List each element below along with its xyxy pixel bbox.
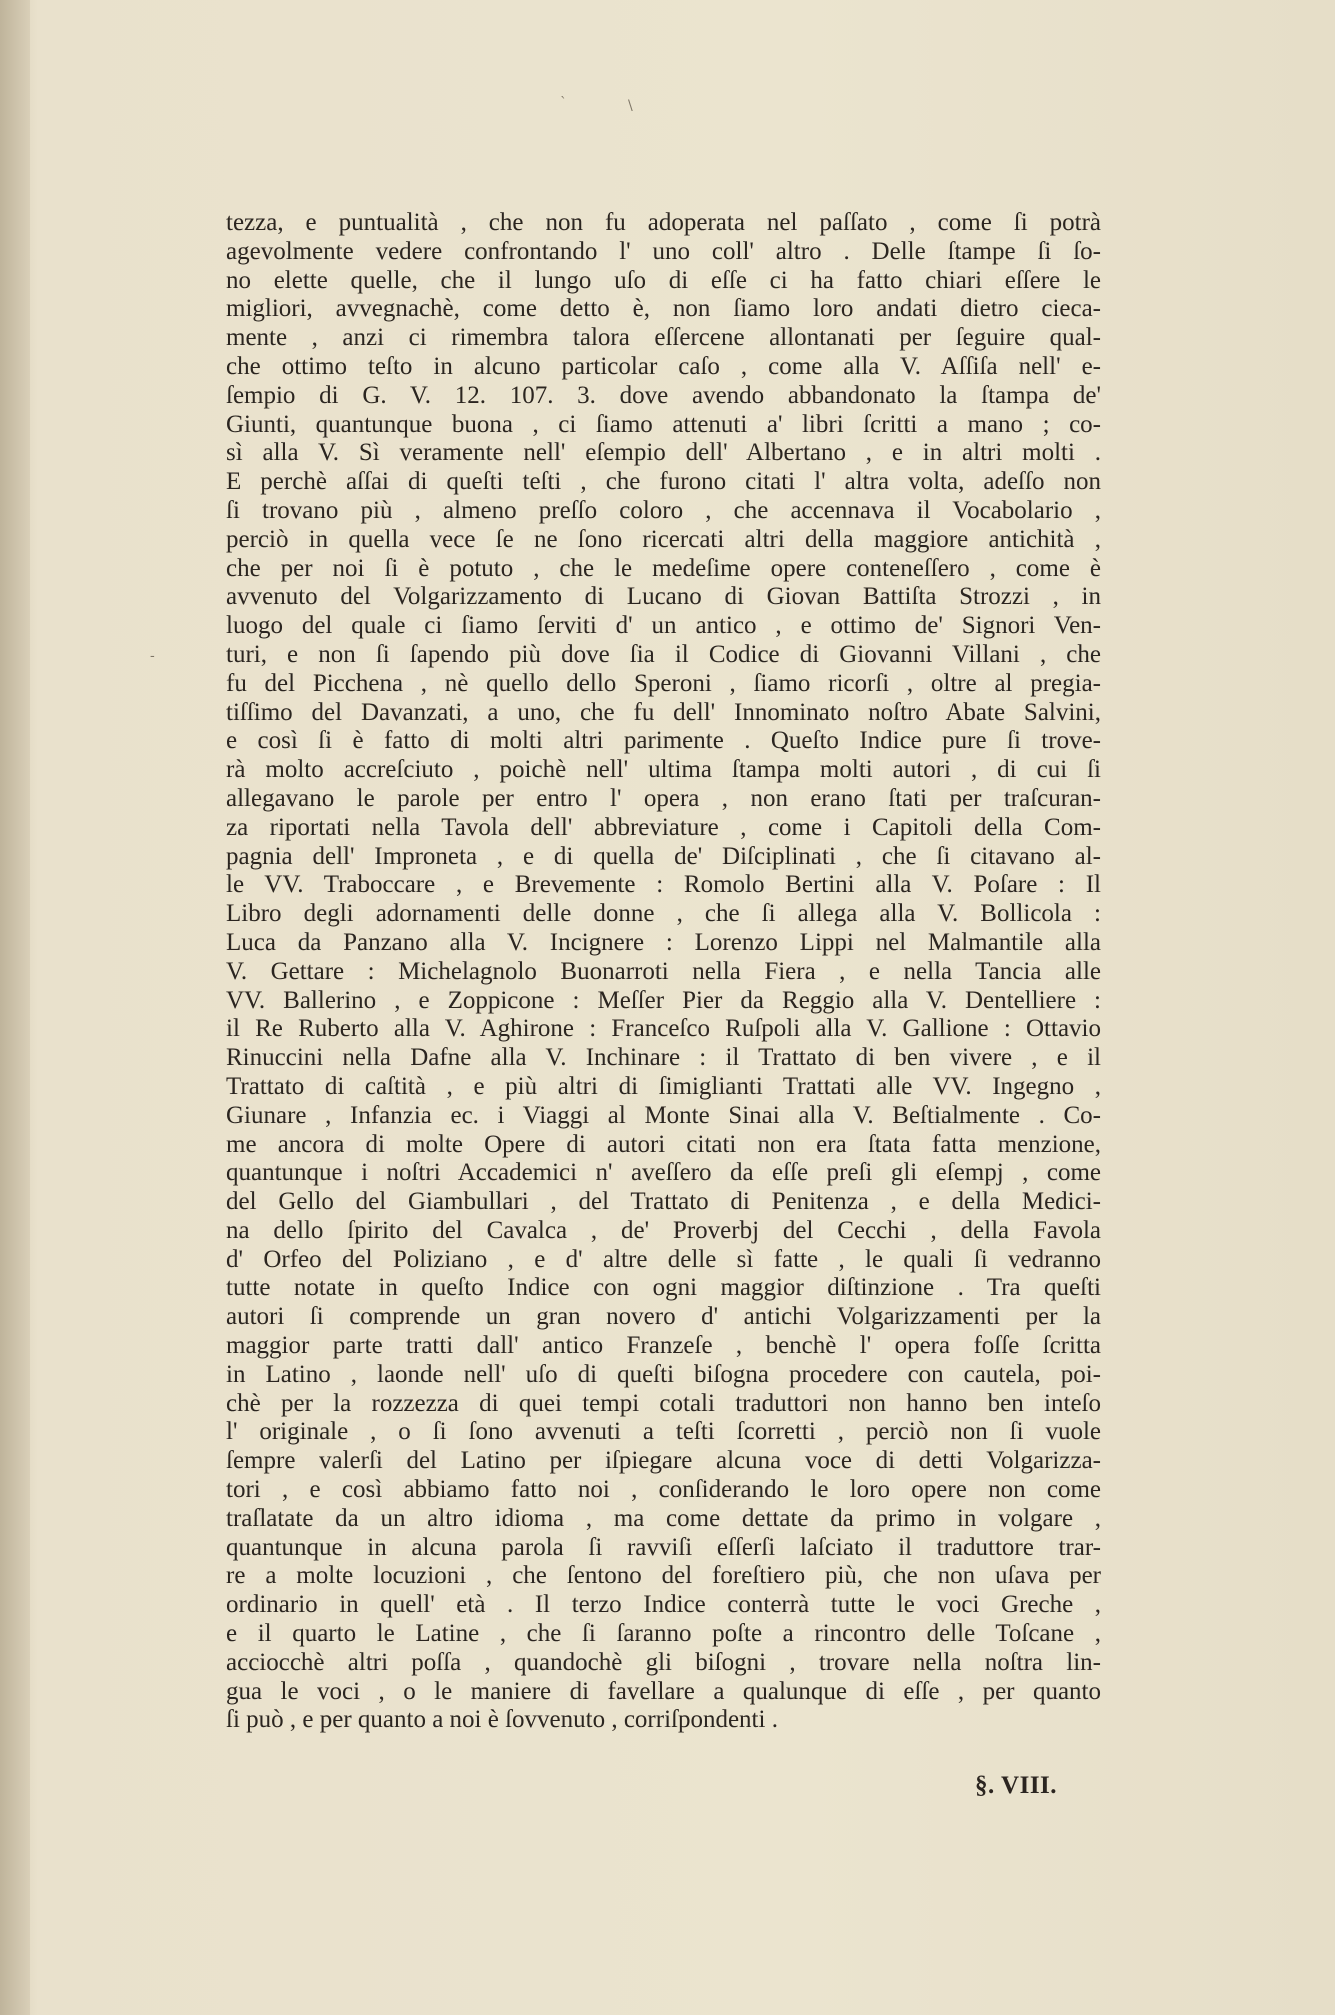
text-line: l' originale , o ſi ſono avvenuti a teſti ſcorretti , perciò non ſi vuole xyxy=(226,1418,1101,1446)
text-line: del Gello del Giambullari , del Trattato di Penitenza , e della Medici- xyxy=(226,1188,1101,1216)
text-line: rà molto accreſciuto , poichè nell' ultima ſtampa molti autori , di cui ſi xyxy=(226,756,1101,784)
text-line: mente , anzi ci rimembra talora eſſercene allontanati per ſeguire qual- xyxy=(226,324,1101,352)
text-line: avvenuto del Volgarizzamento di Lucano di Giovan Battiſta Strozzi , in xyxy=(226,583,1101,611)
text-line: tezza, e puntualità , che non fu adoperata nel paſſato , come ſi potrà xyxy=(226,209,1101,236)
paper-speck: \ xyxy=(628,98,633,114)
text-line: fu del Picchena , nè quello dello Speroni , ſiamo ricorſi , oltre al pregia- xyxy=(226,669,1101,697)
text-line: no elette quelle, che il lungo uſo di eſſe ci ha fatto chiari eſſere le xyxy=(226,266,1101,294)
text-line: che ottimo teſto in alcuno particolar caſo , come alla V. Aſſiſa nell' e- xyxy=(226,352,1101,380)
text-line: acciocchè altri poſſa , quandochè gli biſogni , trovare nella noſtra lin- xyxy=(226,1648,1101,1676)
text-line: Trattato di caſtità , e più altri di ſimiglianti Trattati alle VV. Ingegno , xyxy=(226,1072,1101,1100)
text-line: che per noi ſi è potuto , che le medeſime opere conteneſſero , come è xyxy=(226,554,1101,582)
text-line: pagnia dell' Improneta , e di quella de' Diſciplinati , che ſi citavano al- xyxy=(226,842,1101,870)
text-line: migliori, avvegnachè, come detto è, non ſiamo loro andati dietro cieca- xyxy=(226,295,1101,323)
text-line: me ancora di molte Opere di autori citati non era ſtata fatta menzione, xyxy=(226,1130,1101,1158)
text-line: E perchè aſſai di queſti teſti , che furono citati l' altra volta, adeſſo non xyxy=(226,468,1101,496)
text-line: ſempio di G. V. 12. 107. 3. dove avendo abbandonato la ſtampa de' xyxy=(226,381,1101,409)
text-line: za riportati nella Tavola dell' abbreviature , come i Capitoli della Com- xyxy=(226,813,1101,841)
text-line: ſi trovano più , almeno preſſo coloro , che accennava il Vocabolario , xyxy=(226,496,1101,524)
text-line: V. Gettare : Michelagnolo Buonarroti nella Fiera , e nella Tancia alle xyxy=(226,957,1101,985)
text-line: d' Orfeo del Poliziano , e d' altre delle sì fatte , le quali ſi vedranno xyxy=(226,1245,1101,1273)
text-line: traſlatate da un altro idioma , ma come dettate da primo in volgare , xyxy=(226,1504,1101,1532)
paper-speck: ` xyxy=(560,95,567,111)
text-line: Giunare , Infanzia ec. i Viaggi al Monte Sinai alla V. Beſtialmente . Co- xyxy=(226,1101,1101,1129)
text-line: re a molte locuzioni , che ſentono del foreſtiero più, che non uſava per xyxy=(226,1562,1101,1590)
text-line: il Re Ruberto alla V. Aghirone : Franceſco Ruſpoli alla V. Gallione : Ottavio xyxy=(226,1015,1101,1043)
text-line: luogo del quale ci ſiamo ſerviti d' un antico , e ottimo de' Signori Ven- xyxy=(226,612,1101,640)
text-line: autori ſi comprende un gran novero d' antichi Volgarizzamenti per la xyxy=(226,1303,1101,1331)
text-line: agevolmente vedere confrontando l' uno coll' altro . Delle ſtampe ſi ſo- xyxy=(226,237,1101,265)
text-line: Giunti, quantunque buona , ci ſiamo attenuti a' libri ſcritti a mano ; co- xyxy=(226,410,1101,438)
text-line: maggior parte tratti dall' antico Franzeſe , benchè l' opera foſſe ſcritta xyxy=(226,1332,1101,1360)
text-line: perciò in quella vece ſe ne ſono ricercati altri della maggiore antichità , xyxy=(226,525,1101,553)
text-line: in Latino , laonde nell' uſo di queſti biſogna procedere con cautela, poi- xyxy=(226,1360,1101,1388)
text-line: Libro degli adornamenti delle donne , che ſi allega alla V. Bollicola : xyxy=(226,900,1101,928)
text-line: ſi può , e per quanto a noi è ſovvenuto , corriſpondenti . xyxy=(226,1706,778,1734)
text-line: e così ſi è fatto di molti altri parimente . Queſto Indice pure ſi trove- xyxy=(226,727,1101,755)
catchword: §. VIII. xyxy=(975,1772,1058,1799)
text-line: Rinuccini nella Dafne alla V. Inchinare : il Trattato di ben vivere , e il xyxy=(226,1044,1101,1072)
text-line: gua le voci , o le maniere di favellare a qualunque di eſſe , per quanto xyxy=(226,1677,1101,1705)
text-line: quantunque i noſtri Accademici n' aveſſero da eſſe preſi gli eſempj , come xyxy=(226,1159,1101,1187)
text-line: ordinario in quell' età . Il terzo Indice conterrà tutte le voci Greche , xyxy=(226,1591,1101,1619)
text-line: e il quarto le Latine , che ſi ſaranno poſte a rincontro delle Toſcane , xyxy=(226,1620,1101,1648)
text-line: Luca da Panzano alla V. Incignere : Lorenzo Lippi nel Malmantile alla xyxy=(226,928,1101,956)
text-line: ſempre valerſi del Latino per iſpiegare alcuna voce di detti Volgarizza- xyxy=(226,1447,1101,1475)
text-line: tutte notate in queſto Indice con ogni maggior diſtinzione . Tra queſti xyxy=(226,1274,1101,1302)
text-line: turi, e non ſi ſapendo più dove ſia il Codice di Giovanni Villani , che xyxy=(226,640,1101,668)
text-line: quantunque in alcuna parola ſi ravviſi eſſerſi laſciato il traduttore trar- xyxy=(226,1533,1101,1561)
text-line: chè per la rozzezza di quei tempi cotali traduttori non hanno ben inteſo xyxy=(226,1389,1101,1417)
paper-speck: - xyxy=(150,648,155,664)
text-line: tori , e così abbiamo fatto noi , conſiderando le loro opere non come xyxy=(226,1476,1101,1504)
text-line: VV. Ballerino , e Zoppicone : Meſſer Pier da Reggio alla V. Dentelliere : xyxy=(226,986,1101,1014)
text-line: tiſſimo del Davanzati, a uno, che fu dell' Innominato noſtro Abate Salvini, xyxy=(226,698,1101,726)
text-line: sì alla V. Sì veramente nell' eſempio dell' Albertano , e in altri molti . xyxy=(226,439,1101,467)
body-text xyxy=(226,209,1101,1735)
text-line: na dello ſpirito del Cavalca , de' Proverbj del Cecchi , della Favola xyxy=(226,1216,1101,1244)
text-line: allegavano le parole per entro l' opera , non erano ſtati per traſcuran- xyxy=(226,784,1101,812)
binding-gutter xyxy=(0,0,30,2015)
text-line: le VV. Traboccare , e Brevemente : Romolo Bertini alla V. Poſare : Il xyxy=(226,871,1101,899)
